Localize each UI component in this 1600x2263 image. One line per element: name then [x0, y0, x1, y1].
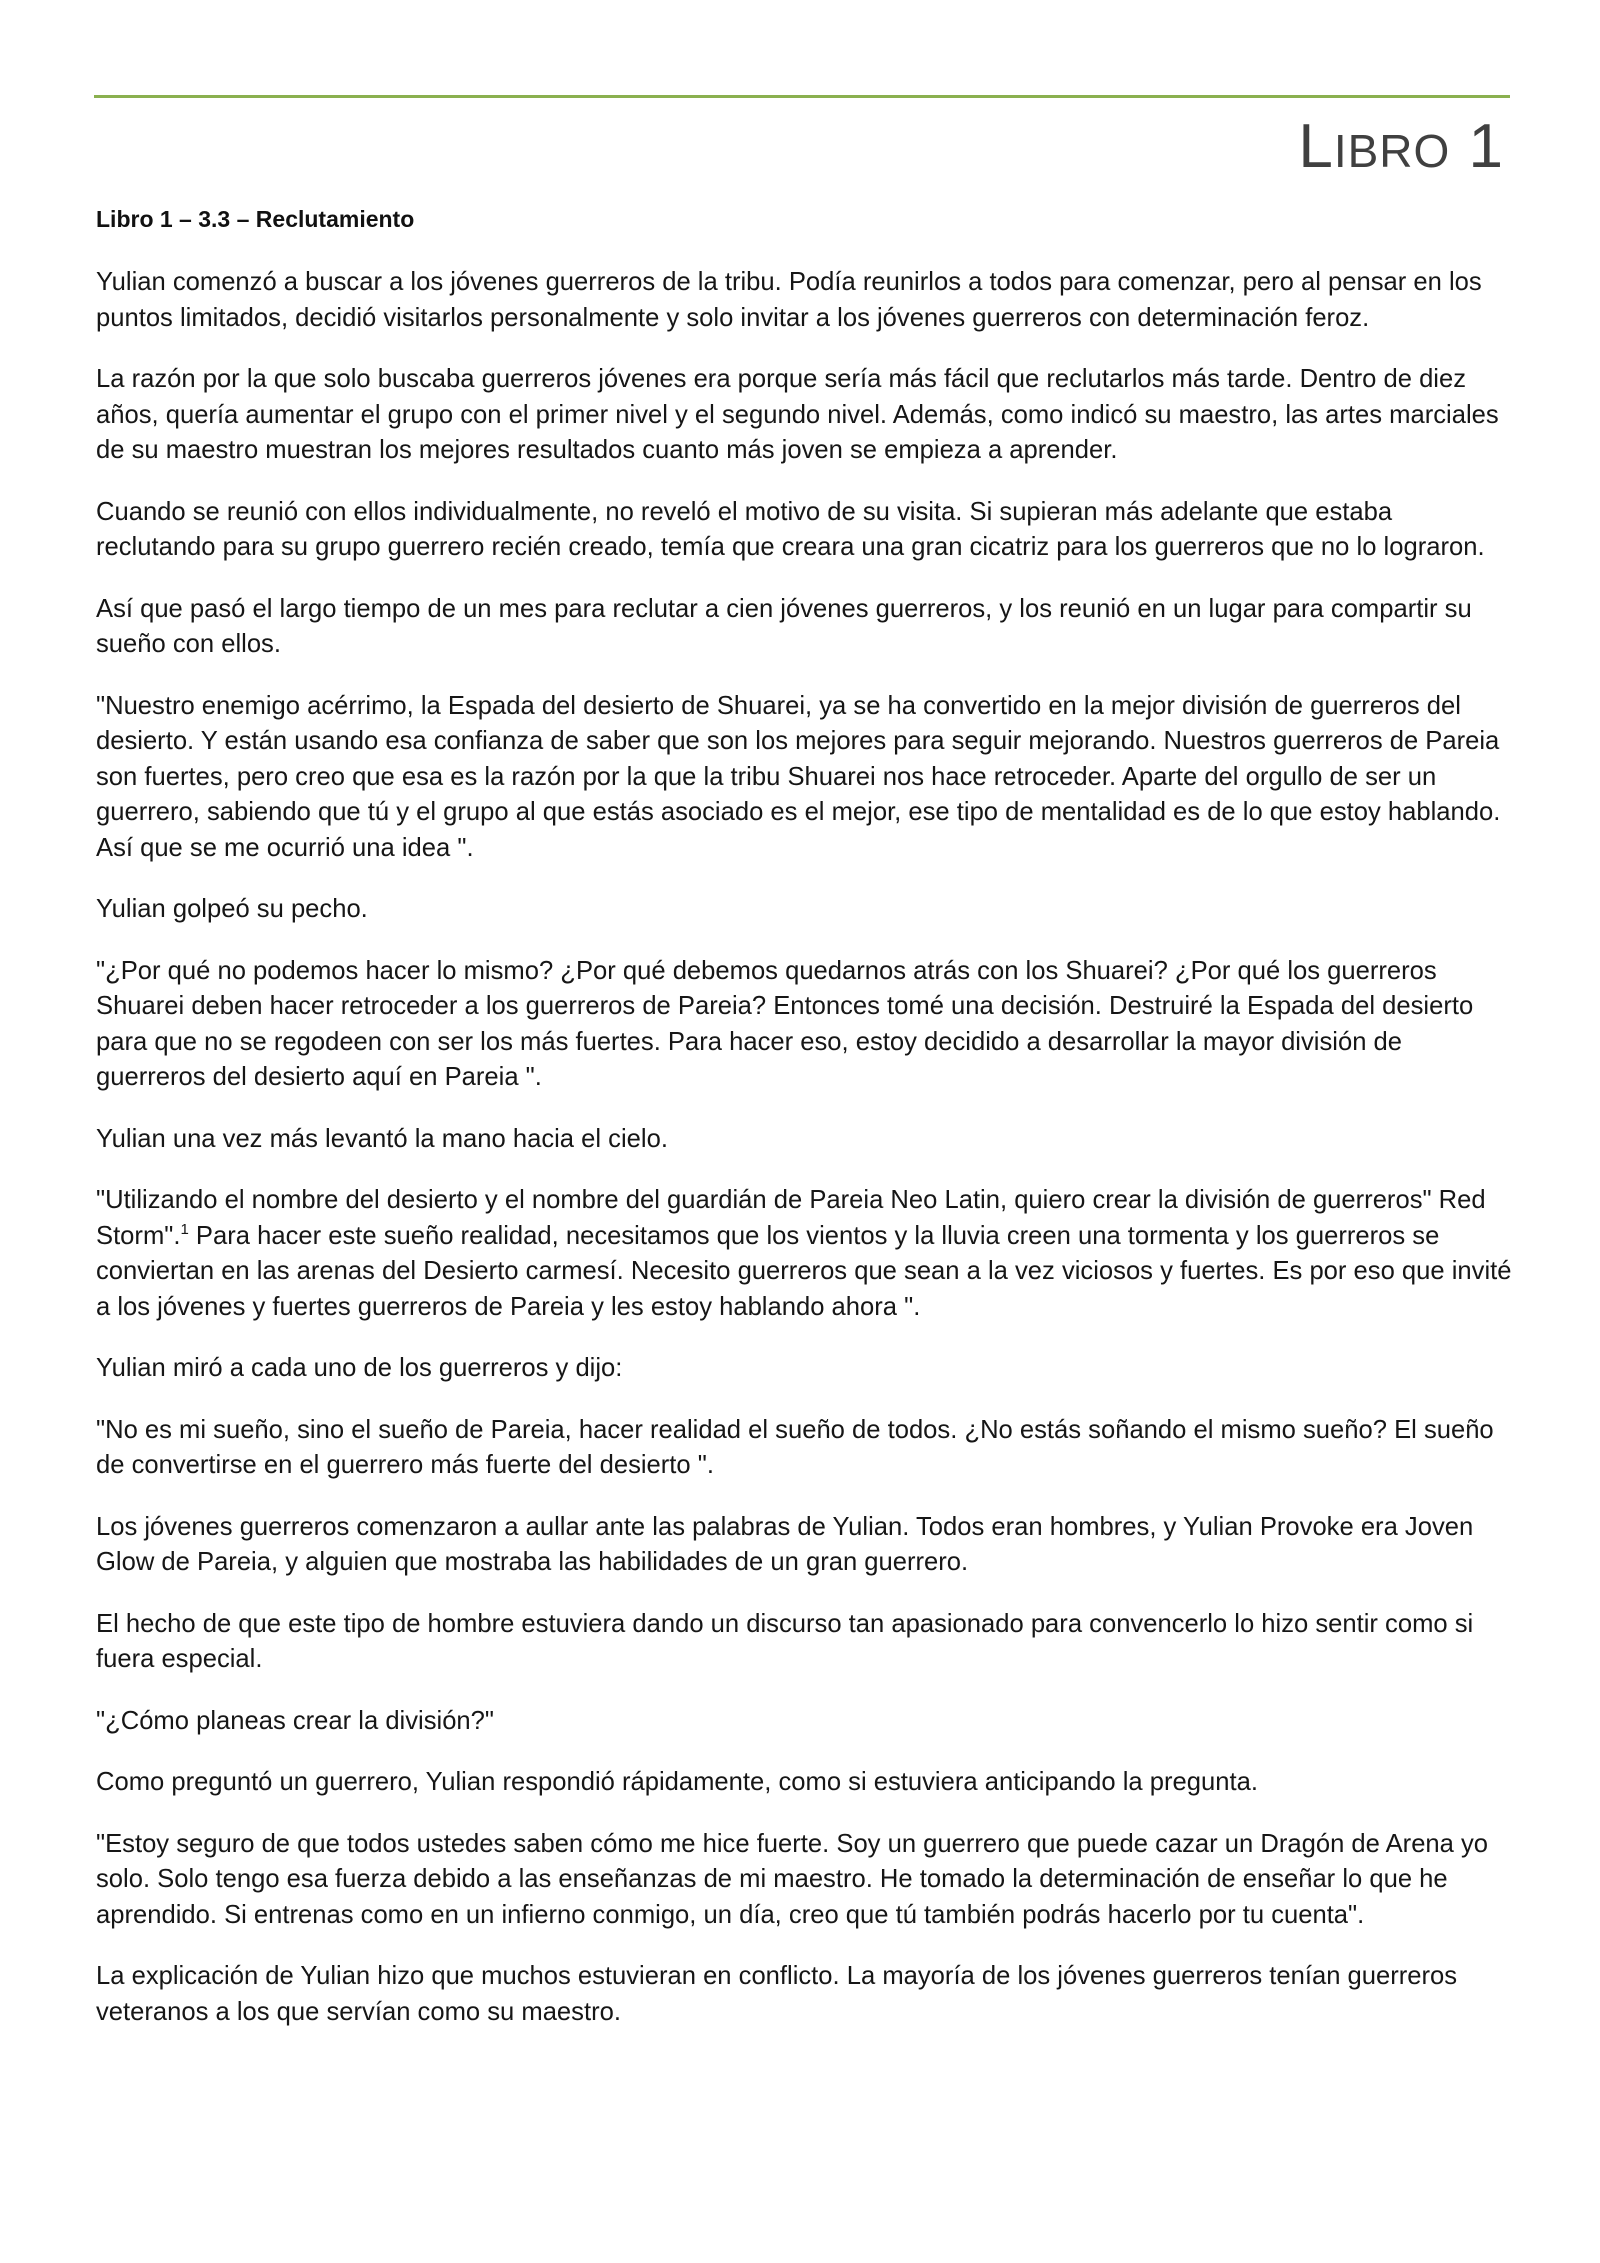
- book-header-title: [1298, 112, 1504, 186]
- paragraph: Así que pasó el largo tiempo de un mes para reclutar a cien jóvenes guerreros, y los reunió en un lugar para compartir su sueño con ellos.: [96, 594, 1472, 658]
- paragraph: Los jóvenes guerreros comenzaron a aullar ante las palabras de Yulian. Todos eran hombres, y Yulian Provoke era Joven Glow de Pareia, y alguien que mostraba las habilidades de un gran guerrero.: [96, 1512, 1474, 1576]
- footnote-reference[interactable]: 1: [180, 1220, 189, 1238]
- paragraph-text: "Utilizando el nombre del desierto y el nombre del guardián de Pareia Neo Latin, quiero crear la división de guerreros" Red Storm".: [96, 1186, 1486, 1250]
- paragraph: Cuando se reunió con ellos individualmente, no reveló el motivo de su visita. Si supieran más adelante que estaba reclutando para su grupo guerrero recién creado, temía que creara una gran cicatriz para los guerreros que no lo lograron.: [96, 497, 1485, 561]
- paragraph-with-footnote: [96, 1183, 1512, 1325]
- paragraph: "No es mi sueño, sino el sueño de Pareia, hacer realidad el sueño de todos. ¿No estás soñando el mismo sueño? El sueño de convertirse en el guerrero más fuerte del desierto ".: [96, 1415, 1494, 1479]
- paragraph: La explicación de Yulian hizo que muchos estuvieran en conflicto. La mayoría de los jóvenes guerreros tenían guerreros veteranos a los que servían como su maestro.: [96, 1962, 1458, 2026]
- paragraph: "¿Cómo planeas crear la división?": [96, 1706, 494, 1735]
- paragraph-text: Para hacer este sueño realidad, necesitamos que los vientos y la lluvia creen una tormenta y los guerreros se conviertan en las arenas del Desierto carmesí. Necesito guerreros que sean a la vez viciosos y fuertes. Es por eso que invité a los jóvenes y fuertes guerreros de Pareia y les estoy hablando ahora ".: [96, 1221, 1512, 1321]
- paragraph: "Estoy seguro de que todos ustedes saben cómo me hice fuerte. Soy un guerrero que puede cazar un Dragón de Arena yo solo. Solo tengo esa fuerza debido a las enseñanzas de mi maestro. He tomado la determinación de enseñar lo que he aprendido. Si entrenas como en un infierno conmigo, un día, creo que tú también podrás hacerlo por tu cuenta".: [96, 1829, 1489, 1929]
- header-rule: [94, 95, 1510, 98]
- chapter-title: Libro 1 – 3.3 – Reclutamiento: [96, 206, 415, 232]
- book-header-word: IBRO: [1333, 125, 1451, 177]
- body-text: [96, 265, 1512, 2056]
- paragraph: Yulian comenzó a buscar a los jóvenes guerreros de la tribu. Podía reunirlos a todos para comenzar, pero al pensar en los puntos limitados, decidió visitarlos personalmente y solo invitar a los jóvenes guerreros con determinación feroz.: [96, 268, 1482, 332]
- paragraph: Yulian miró a cada uno de los guerreros y dijo:: [96, 1354, 623, 1382]
- paragraph: Yulian una vez más levantó la mano hacia el cielo.: [96, 1124, 668, 1153]
- book-header-initial: L: [1298, 112, 1334, 181]
- paragraph: La razón por la que solo buscaba guerreros jóvenes era porque sería más fácil que reclutarlos más tarde. Dentro de diez años, quería aumentar el grupo con el primer nivel y el segundo nivel. Además, como indicó su maestro, las artes marciales de su maestro muestran los mejores resultados cuanto más joven se empieza a aprender.: [96, 365, 1499, 464]
- paragraph: "¿Por qué no podemos hacer lo mismo? ¿Por qué debemos quedarnos atrás con los Shuarei? ¿Por qué los guerreros Shuarei deben hacer retroceder a los guerreros de Pareia? Entonces tomé una decisión. Destruiré la Espada del desierto para que no se regodeen con ser los más fuertes. Para hacer eso, estoy decidido a desarrollar la mayor división de guerreros del desierto aquí en Pareia ".: [96, 956, 1474, 1091]
- paragraph: Como preguntó un guerrero, Yulian respondió rápidamente, como si estuviera anticipando la pregunta.: [96, 1768, 1258, 1796]
- book-header-number: 1: [1468, 112, 1504, 181]
- paragraph: El hecho de que este tipo de hombre estuviera dando un discurso tan apasionado para convencerlo lo hizo sentir como si fuera especial.: [96, 1609, 1474, 1673]
- paragraph: "Nuestro enemigo acérrimo, la Espada del desierto de Shuarei, ya se ha convertido en la mejor división de guerreros del desierto. Y están usando esa confianza de saber que son los mejores para seguir mejorando. Nuestros guerreros de Pareia son fuertes, pero creo que esa es la razón por la que la tribu Shuarei nos hace retroceder. Aparte del orgullo de ser un guerrero, sabiendo que tú y el grupo al que estás asociado es el mejor, ese tipo de mentalidad es de lo que estoy hablando. Así que se me ocurrió una idea ".: [96, 691, 1501, 862]
- paragraph: Yulian golpeó su pecho.: [96, 895, 368, 923]
